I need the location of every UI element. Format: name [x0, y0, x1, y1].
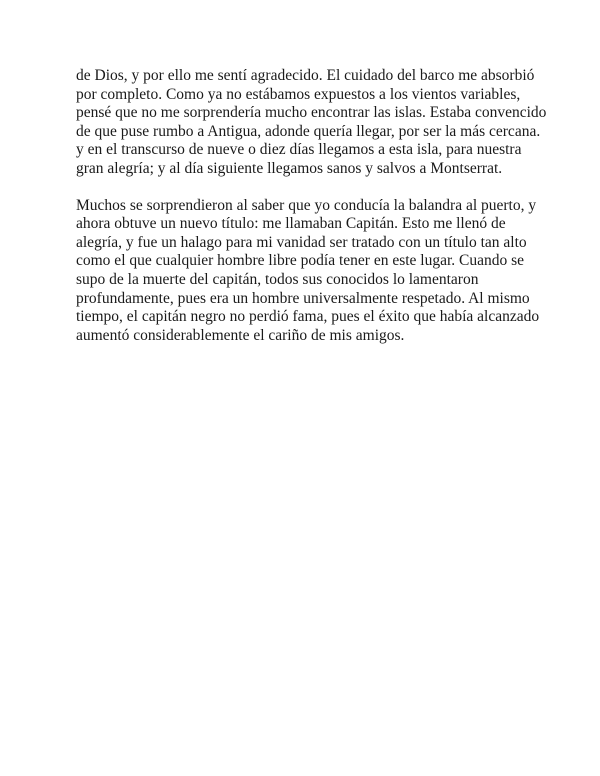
- text-line: como el que cualquier hombre libre podía tener en este lugar. Cuando se: [76, 252, 525, 270]
- paragraph-1: [76, 67, 546, 179]
- text-line: de Dios, y por ello me sentí agradecido. El cuidado del barco me absorbió: [76, 67, 535, 84]
- text-line: profundamente, pues era un hombre universalmente respetado. Al mismo: [76, 289, 530, 307]
- text-line: supo de la muerte del capitán, todos sus conocidos lo lamentaron: [76, 270, 479, 288]
- text-line: tiempo, el capitán negro no perdió fama, pues el éxito que había alcanzado: [76, 308, 540, 326]
- document-page: [76, 67, 546, 363]
- text-line: alegría, y fue un halago para mi vanidad ser tratado con un título tan alto: [76, 233, 527, 251]
- text-line: Muchos se sorprendieron al saber que yo conducía la balandra al puerto, y: [76, 196, 537, 214]
- text-line: y en el transcurso de nueve o diez días llegamos a esta isla, para nuestra: [76, 141, 522, 159]
- text-line: ahora obtuve un nuevo título: me llamaban Capitán. Esto me llenó de: [76, 215, 506, 233]
- text-line: aumentó considerablemente el cariño de mis amigos.: [76, 326, 405, 344]
- paragraph-2: [76, 197, 546, 346]
- text-line: gran alegría; y al día siguiente llegamos sanos y salvos a Montserrat.: [76, 159, 503, 177]
- text-line: de que puse rumbo a Antigua, adonde quería llegar, por ser la más cercana.: [76, 122, 541, 140]
- text-line: por completo. Como ya no estábamos expuestos a los vientos variables,: [76, 85, 521, 103]
- text-line: pensé que no me sorprendería mucho encontrar las islas. Estaba convencido: [76, 104, 547, 122]
